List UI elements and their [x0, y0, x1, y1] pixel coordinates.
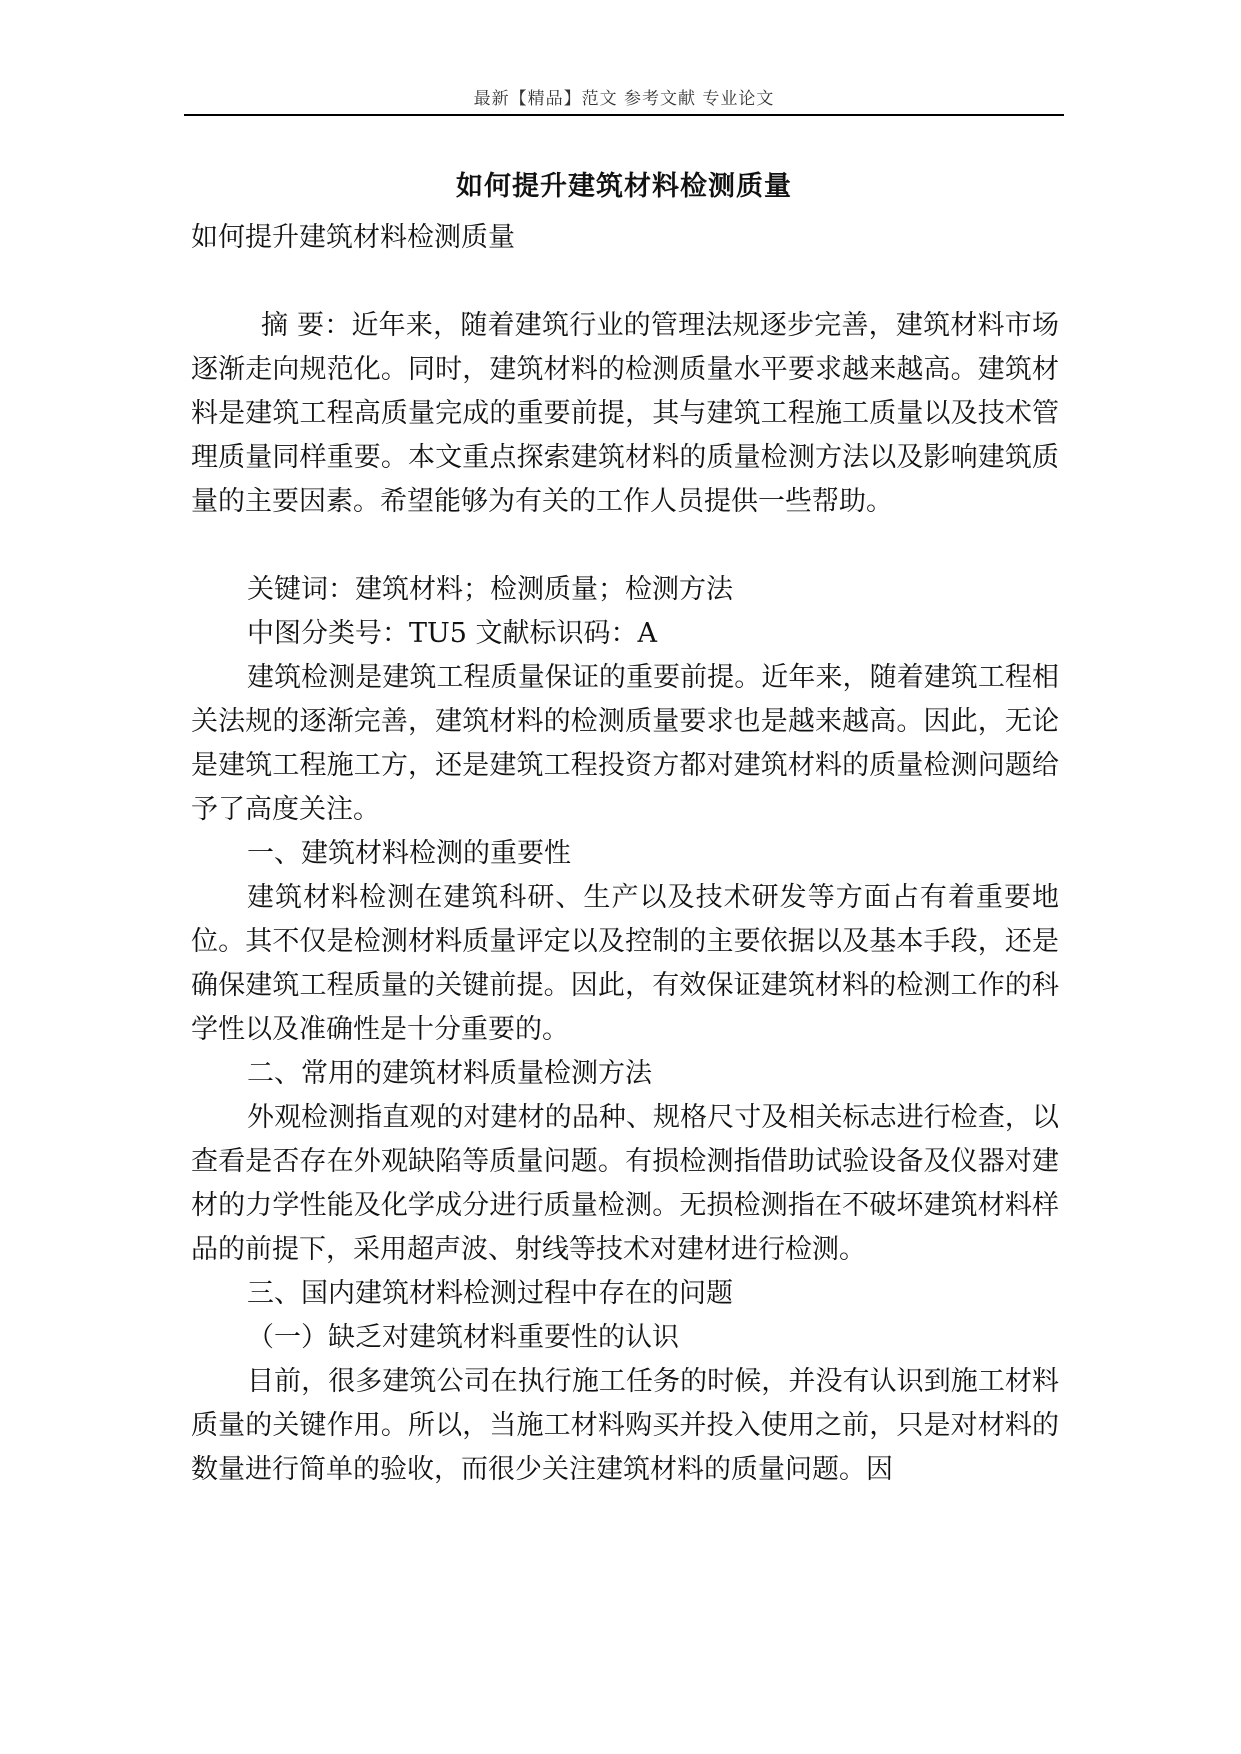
- section-body-2: 外观检测指直观的对建材的品种、规格尺寸及相关标志进行检查，以查看是否存在外观缺陷等质量问题。有损检测指借助试验设备及仪器对建材的力学性能及化学成分进行质量检测。无损检测指在不破坏建筑材料样品的前提下，采用超声波、射线等技术对建材进行检测。: [191, 1102, 1059, 1265]
- section-body-1: 建筑材料检测在建筑科研、生产以及技术研发等方面占有着重要地位。其不仅是检测材料质量评定以及控制的主要依据以及基本手段，还是确保建筑工程质量的关键前提。因此，有效保证建筑材料的检测工作的科学性以及准确性是十分重要的。: [191, 882, 1059, 1045]
- intro-paragraph: 建筑检测是建筑工程质量保证的重要前提。近年来，随着建筑工程相关法规的逐渐完善，建筑材料的检测质量要求也是越来越高。因此，无论是建筑工程施工方，还是建筑工程投资方都对建筑材料的质量检测问题给予了高度关注。: [191, 662, 1059, 825]
- document-body: [191, 216, 1059, 1492]
- subsection-heading-3-1: （一）缺乏对建筑材料重要性的认识: [247, 1322, 679, 1353]
- classification-line: 中图分类号：TU5 文献标识码：A: [247, 618, 658, 649]
- section-heading-3: 三、国内建筑材料检测过程中存在的问题: [247, 1278, 733, 1309]
- keywords-line: 关键词：建筑材料；检测质量；检测方法: [247, 574, 733, 605]
- header-divider: [184, 114, 1064, 116]
- subsection-body-3-1: 目前，很多建筑公司在执行施工任务的时候，并没有认识到施工材料质量的关键作用。所以，当施工材料购买并投入使用之前，只是对材料的数量进行简单的验收，而很少关注建筑材料的质量问题。因: [191, 1366, 1059, 1485]
- document-title: 如何提升建筑材料检测质量: [456, 171, 792, 202]
- section-heading-1: 一、建筑材料检测的重要性: [247, 838, 571, 869]
- abstract-paragraph: 摘 要：近年来，随着建筑行业的管理法规逐步完善，建筑材料市场逐渐走向规范化。同时，建筑材料的检测质量水平要求越来越高。建筑材料是建筑工程高质量完成的重要前提，其与建筑工程施工质量以及技术管理质量同样重要。本文重点探索建筑材料的质量检测方法以及影响建筑质量的主要因素。希望能够为有关的工作人员提供一些帮助。: [191, 310, 1059, 517]
- section-heading-2: 二、常用的建筑材料质量检测方法: [247, 1058, 652, 1089]
- document-subtitle: 如何提升建筑材料检测质量: [191, 222, 515, 253]
- page-header: 最新【精品】范文 参考文献 专业论文: [473, 89, 775, 109]
